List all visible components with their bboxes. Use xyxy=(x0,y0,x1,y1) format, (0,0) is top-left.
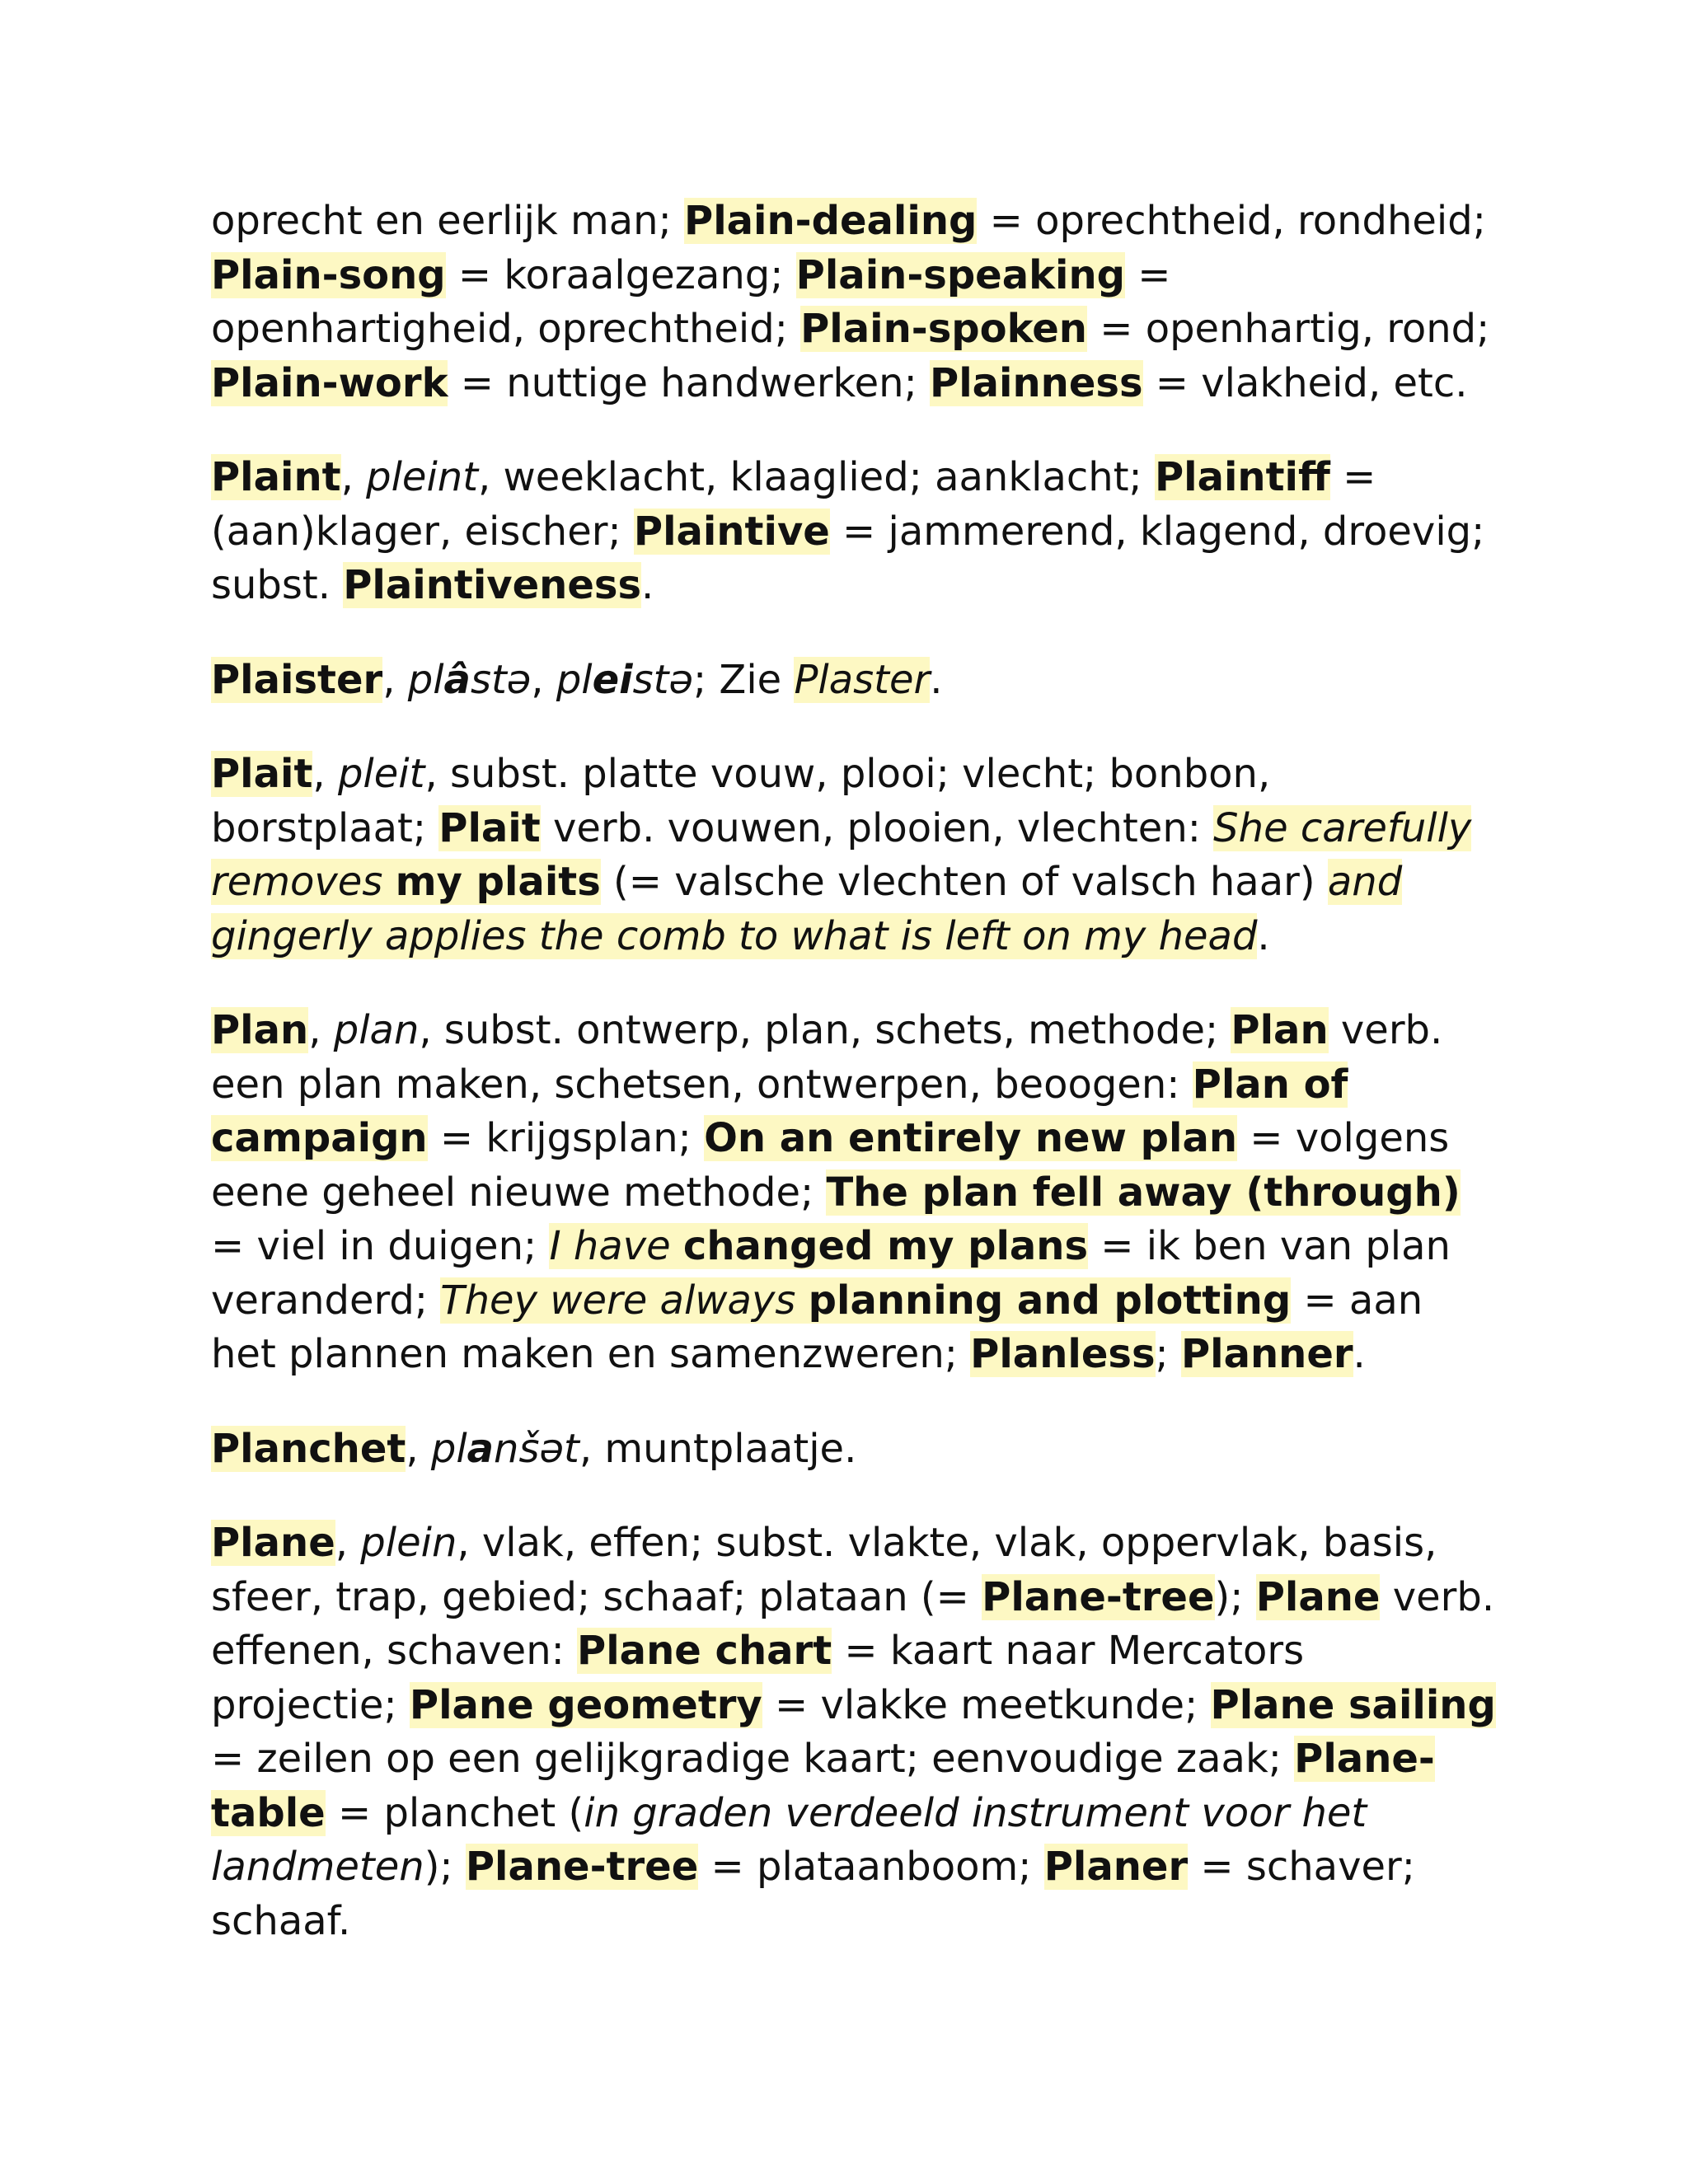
pronunciation-or-gloss: stə xyxy=(470,656,532,703)
entry-text: ; xyxy=(1155,1331,1181,1377)
headword: Plaintiff xyxy=(1154,454,1330,500)
entry-text: , xyxy=(312,751,338,797)
entry-plait xyxy=(211,748,1497,963)
entry-text: (= valsche vlechten of valsch haar) xyxy=(600,859,1328,905)
headword: Plane xyxy=(1255,1573,1381,1620)
entry-text: = kaart naar Mercators projectie; xyxy=(211,1628,1305,1728)
headword: my plaits xyxy=(395,859,601,905)
entry-text: . xyxy=(641,562,654,608)
headword: Plane-table xyxy=(211,1736,1435,1836)
entry-text: = ik ben van plan veranderd; xyxy=(211,1223,1451,1324)
headword: Plane sailing xyxy=(1210,1681,1496,1728)
pronunciation-or-gloss: nšət xyxy=(494,1425,579,1472)
headword: Plan xyxy=(211,1007,309,1053)
entry-text: , muntplaatje. xyxy=(579,1425,857,1472)
entry-text: , weeklacht, klaaglied; aanklacht; xyxy=(478,454,1155,500)
pronunciation-or-gloss: pleint xyxy=(366,454,479,500)
headword: The plan fell away (through) xyxy=(826,1169,1461,1216)
entry-plaint xyxy=(211,451,1497,613)
pronunciation-or-gloss: in graden verdeeld instrument voor het landmeten xyxy=(211,1789,1367,1890)
entry-text: oprecht en eerlijk man; xyxy=(211,198,685,244)
headword: Plait xyxy=(438,804,541,851)
pronunciation-or-gloss: plein xyxy=(360,1520,457,1566)
headword: Plain-dealing xyxy=(684,198,978,244)
entry-text: = plataanboom; xyxy=(698,1844,1044,1890)
entry-text: verb. een plan maken, schetsen, ontwerpen, beoogen: xyxy=(211,1007,1443,1108)
entry-text: verb. effenen, schaven: xyxy=(211,1573,1495,1674)
headword: Planner xyxy=(1180,1331,1353,1377)
entry-text: = planchet ( xyxy=(325,1789,584,1836)
headword: Plane xyxy=(211,1520,335,1566)
entry-text: = vlakheid, etc. xyxy=(1142,359,1468,406)
entry-text: = (aan)klager, eischer; xyxy=(211,454,1376,555)
entry-text: = openhartigheid, oprechtheid; xyxy=(211,251,1171,352)
example-phrase: Plaster xyxy=(794,656,931,703)
headword: On an entirely new plan xyxy=(704,1115,1237,1161)
headword: Plaintive xyxy=(633,508,830,555)
pronunciation-or-gloss: stə xyxy=(632,656,693,703)
example-phrase: and gingerly applies the comb to what is left on my head xyxy=(211,859,1403,959)
headword: Plain-song xyxy=(211,251,446,298)
entry-text: verb. vouwen, plooien, vlechten: xyxy=(540,804,1214,851)
entry-text: , subst. platte vouw, plooi; vlecht; bonbon, borstplaat; xyxy=(211,751,1271,851)
entry-text: = nuttige handwerken; xyxy=(448,359,931,406)
entry-text: . xyxy=(930,656,943,703)
pronunciation-or-gloss: pl xyxy=(407,656,444,703)
entry-plaister xyxy=(211,654,1497,708)
entry-text: ); xyxy=(1214,1573,1256,1620)
pronunciation-or-gloss: pl xyxy=(556,656,593,703)
headword: Plaint xyxy=(211,454,341,500)
entry-text: , xyxy=(335,1520,361,1566)
headword: Plane-tree xyxy=(465,1844,699,1890)
entry-text: = schaver; schaaf. xyxy=(211,1844,1415,1944)
entry-text: = koraalgezang; xyxy=(445,251,796,298)
headword: Plain-work xyxy=(211,359,448,406)
entry-text: = viel in duigen; xyxy=(211,1223,550,1269)
entry-text: = vlakke meetkunde; xyxy=(762,1681,1211,1728)
headword: Planer xyxy=(1043,1844,1189,1890)
entry-planchet xyxy=(211,1422,1497,1477)
pronunciation-or-gloss: pleit xyxy=(337,751,425,797)
headword: Plain-speaking xyxy=(795,251,1126,298)
example-phrase: I have xyxy=(549,1223,683,1269)
stressed-vowel: ei xyxy=(592,656,633,703)
entry-text: = zeilen op een gelijkgradige kaart; eenvoudige zaak; xyxy=(211,1736,1295,1782)
headword: Plan xyxy=(1231,1007,1329,1053)
entry-text: , subst. ontwerp, plan, schets, methode; xyxy=(419,1007,1231,1053)
entry-text: = krijgsplan; xyxy=(427,1115,705,1161)
entry-text: ); xyxy=(424,1844,466,1890)
headword: Planless xyxy=(970,1331,1156,1377)
entry-text: , vlak, effen; subst. vlakte, vlak, oppervlak, basis, sfeer, trap, gebied; schaaf; plataan (= xyxy=(211,1520,1437,1620)
headword: Planchet xyxy=(211,1425,406,1472)
headword: planning and plotting xyxy=(808,1277,1292,1324)
headword: Plainness xyxy=(930,359,1143,406)
headword: Plane-tree xyxy=(982,1573,1215,1620)
entry-plane xyxy=(211,1516,1497,1948)
entry-text: , xyxy=(340,454,367,500)
headword: Plain-spoken xyxy=(800,306,1087,352)
entry-text: , xyxy=(531,656,556,703)
entry-plain-continued xyxy=(211,194,1497,410)
stressed-vowel: â xyxy=(443,656,471,703)
entry-text: = oprechtheid, rondheid; xyxy=(977,198,1486,244)
headword: changed my plans xyxy=(682,1223,1089,1269)
headword: Plait xyxy=(211,751,313,797)
entry-text: = jammerend, klagend, droevig; subst. xyxy=(211,508,1485,608)
entry-text: , xyxy=(382,656,408,703)
headword: Plane chart xyxy=(577,1628,832,1674)
entry-text: = openhartig, rond; xyxy=(1086,306,1490,352)
dictionary-page xyxy=(211,194,1497,1989)
headword: Plan of campaign xyxy=(211,1061,1348,1161)
pronunciation-or-gloss: pl xyxy=(430,1425,467,1472)
entry-text: ; Zie xyxy=(693,656,795,703)
headword: Plaintiveness xyxy=(343,562,642,608)
pronunciation-or-gloss: plan xyxy=(333,1007,420,1053)
stressed-vowel: a xyxy=(467,1425,495,1472)
example-phrase: She carefully removes xyxy=(211,804,1472,905)
entry-plan xyxy=(211,1004,1497,1382)
entry-text: = volgens eene geheel nieuwe methode; xyxy=(211,1115,1450,1216)
entry-text: , xyxy=(308,1007,334,1053)
entry-text: . xyxy=(1353,1331,1366,1377)
entry-text: . xyxy=(1257,912,1270,959)
headword: Plaister xyxy=(211,656,383,703)
example-phrase: They were always xyxy=(440,1277,809,1324)
headword: Plane geometry xyxy=(409,1681,762,1728)
entry-text: , xyxy=(406,1425,431,1472)
entry-text: = aan het plannen maken en samenzweren; xyxy=(211,1277,1423,1377)
